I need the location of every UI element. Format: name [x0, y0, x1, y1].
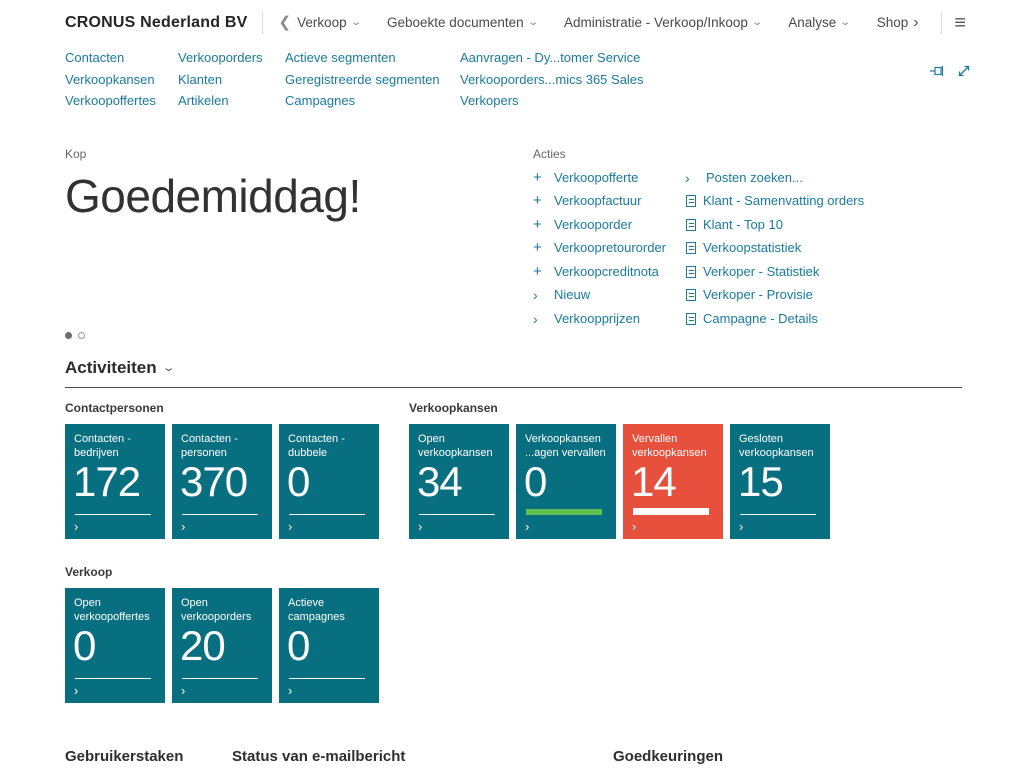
bottom-sections [65, 748, 962, 768]
chevron-down-icon: ⌄ [161, 362, 176, 374]
section-title[interactable]: Status van e-mailbericht [232, 747, 406, 765]
nav-menu-label: Analyse [788, 15, 837, 30]
subnav-link-verkooporders[interactable]: Verkooporders [178, 50, 263, 65]
action-verkoopfactuur[interactable] [533, 194, 685, 208]
action-verkoopprijzen[interactable] [533, 312, 685, 326]
cue-group-title: Verkoopkansen [409, 400, 498, 415]
subnav-link-contacten[interactable]: Contacten [65, 50, 125, 65]
subnav-link-aanvragen-dynamics[interactable]: Aanvragen - Dy...tomer Service [460, 50, 641, 65]
plus-icon: + [533, 215, 542, 233]
cue-tile-bar [75, 514, 151, 515]
section-divider [65, 387, 962, 388]
cue-tile-bar [182, 678, 258, 679]
cue-tile-value: 20 [180, 621, 225, 669]
activities-title: Activiteiten [65, 357, 157, 377]
action-label: Campagne - Details [703, 310, 818, 326]
subnav-column-2 [178, 51, 285, 109]
cue-row-2 [65, 565, 962, 703]
action-label: Verkoopcreditnota [554, 263, 659, 279]
cue-tile-open-verkoopkansen[interactable] [409, 424, 509, 539]
cue-tile-bar [289, 514, 365, 515]
page-dot-2[interactable] [78, 332, 85, 339]
cue-tile-value: 14 [631, 457, 676, 505]
cue-tile-bar [740, 514, 816, 515]
cue-group-title: Verkoop [65, 564, 113, 579]
chevron-down-icon: ⌄ [526, 16, 539, 28]
cue-tile-label: Open verkoopoffertes [74, 596, 150, 623]
action-verkoopcreditnota[interactable] [533, 262, 685, 280]
cue-tile-open-verkoopoffertes[interactable] [65, 588, 165, 703]
action-label: Verkoopfactuur [554, 193, 642, 208]
cue-tile-label: Contacten - bedrijven [74, 432, 131, 459]
nav-menu-label: Administratie - Verkoop/Inkoop [564, 15, 748, 30]
top-bar [0, 0, 1024, 45]
plus-icon: + [533, 262, 542, 280]
pin-icon[interactable] [929, 63, 945, 79]
sub-navigation [0, 45, 1024, 121]
page-title: Goedemiddag! [65, 169, 361, 222]
actions-column-1 [533, 168, 685, 327]
cue-tile-label: Actieve campagnes [288, 596, 345, 623]
chevron-down-icon: ⌄ [751, 16, 763, 28]
section-gebruikerstaken [65, 748, 196, 768]
nav-menu-item-verkoop[interactable] [279, 15, 361, 30]
subnav-column-3 [285, 51, 460, 109]
section-title[interactable]: Gebruikerstaken [65, 747, 184, 765]
tile-chevron-icon: › [74, 518, 79, 534]
subnav-link-artikelen[interactable]: Artikelen [178, 93, 229, 108]
action-verkoper-provisie[interactable] [685, 288, 864, 302]
subnav-column-1 [65, 51, 178, 109]
forward-chevron-icon[interactable]: › [913, 14, 919, 31]
chevron-right-icon: › [533, 310, 538, 327]
cue-tile-value: 0 [73, 621, 96, 669]
subnav-link-klanten[interactable]: Klanten [178, 71, 223, 87]
action-verkoper-statistiek[interactable] [685, 265, 864, 279]
tile-chevron-icon: › [288, 518, 293, 534]
cue-group-verkoop [65, 565, 379, 703]
chevron-down-icon: ⌄ [839, 16, 852, 28]
actions-panel [533, 147, 962, 326]
action-klant-top-10[interactable] [685, 218, 864, 232]
action-verkoopofferte[interactable] [533, 168, 685, 186]
cue-tile-verkoopkansen-vervallen-binnenkort[interactable] [516, 424, 616, 539]
chevron-right-icon: › [533, 287, 538, 303]
header-band [65, 147, 962, 326]
cue-tile-label: Gesloten verkoopkansen [739, 432, 814, 459]
tile-chevron-icon: › [525, 518, 530, 534]
action-posten-zoeken[interactable] [685, 171, 864, 185]
topbar-divider [941, 12, 942, 34]
nav-menu-label: Verkoop [297, 15, 347, 30]
action-campagne-details[interactable] [685, 312, 864, 326]
subnav-link-verkoopoffertes[interactable]: Verkoopoffertes [65, 93, 156, 108]
cue-tile-value: 0 [524, 457, 547, 505]
cue-tile-contacten-personen[interactable] [172, 424, 272, 539]
plus-icon: + [533, 168, 542, 186]
tile-chevron-icon: › [181, 682, 186, 698]
nav-menu-item-shop[interactable] [877, 15, 919, 31]
report-icon [686, 219, 696, 231]
menu-icon[interactable]: ≡ [954, 11, 966, 34]
cue-tile-bar [289, 678, 365, 679]
greeting-block [65, 147, 533, 326]
cue-tile-label: Contacten - personen [181, 432, 238, 459]
tile-chevron-icon: › [181, 518, 186, 534]
report-icon [686, 289, 696, 301]
action-label: Verkooporder [554, 216, 633, 232]
company-name: CRONUS Nederland BV [65, 13, 248, 31]
report-icon [686, 313, 696, 325]
cue-group-title: Contactpersonen [65, 400, 164, 415]
cue-tile-label: Verkoopkansen ...agen vervallen [525, 432, 606, 459]
tile-chevron-icon: › [74, 682, 79, 698]
plus-icon: + [533, 239, 542, 256]
subnav-link-verkooporders-dynamics[interactable]: Verkooporders...mics 365 Sales [460, 71, 644, 87]
action-label: Nieuw [554, 287, 591, 302]
action-klant-samenvatting-orders[interactable] [685, 194, 864, 208]
action-label: Verkoopprijzen [554, 310, 640, 326]
tile-chevron-icon: › [739, 518, 744, 534]
chevron-down-icon: ⌄ [349, 16, 362, 28]
cue-tile-label: Vervallen verkoopkansen [632, 432, 707, 459]
action-nieuw[interactable] [533, 288, 685, 302]
action-label: Posten zoeken... [706, 169, 803, 185]
cue-tile-label: Open verkoopkansen [418, 432, 493, 459]
cue-tile-bar [182, 514, 258, 515]
action-label: Verkoopstatistiek [703, 240, 802, 255]
nav-menu-label: Geboekte documenten [387, 15, 524, 30]
subnav-link-verkoopkansen[interactable]: Verkoopkansen [65, 71, 155, 87]
nav-menu-label: Shop [876, 15, 909, 30]
cue-tile-bar-green [526, 509, 602, 515]
tile-chevron-icon: › [632, 518, 637, 534]
action-label: Klant - Top 10 [703, 216, 783, 232]
topbar-divider [262, 12, 263, 34]
action-label: Verkoopofferte [554, 169, 639, 185]
nav-menu-item-analyse[interactable] [788, 15, 852, 30]
cue-tile-contacten-dubbele[interactable] [279, 424, 379, 539]
cue-tile-vervallen-verkoopkansen[interactable] [623, 424, 723, 539]
tile-chevron-icon: › [418, 518, 423, 534]
expand-icon[interactable] [956, 63, 972, 79]
report-icon [686, 195, 696, 207]
action-verkoopstatistiek[interactable] [685, 241, 864, 255]
section-goedkeuringen [613, 748, 856, 768]
cue-group-verkoopkansen [409, 401, 830, 539]
action-verkooporder[interactable] [533, 215, 685, 233]
cue-tile-value: 172 [73, 457, 141, 505]
report-icon [686, 266, 696, 278]
activities-section-header[interactable] [65, 358, 962, 378]
cue-tile-bar-white [633, 508, 709, 515]
action-label: Verkoopretourorder [554, 240, 667, 255]
action-label: Verkoper - Statistiek [703, 263, 820, 279]
back-chevron-icon[interactable]: ❮ [278, 14, 292, 31]
cue-tile-bar [419, 514, 495, 515]
page-dot-1[interactable] [65, 332, 72, 339]
nav-menu [279, 15, 942, 31]
cue-tile-gesloten-verkoopkansen[interactable] [730, 424, 830, 539]
subnav-column-4 [460, 51, 644, 109]
cue-row-1 [65, 401, 962, 539]
nav-menu-item-geboekte-documenten[interactable] [387, 15, 537, 30]
cue-tile-bar [75, 678, 151, 679]
subnav-link-campagnes[interactable]: Campagnes [285, 93, 356, 108]
cue-tile-contacten-bedrijven[interactable] [65, 424, 165, 539]
cue-tile-open-verkooporders[interactable] [172, 588, 272, 703]
subnav-link-actieve-segmenten[interactable]: Actieve segmenten [285, 50, 396, 65]
subnav-link-verkopers[interactable]: Verkopers [460, 93, 519, 108]
subnav-link-geregistreerde-segmenten[interactable]: Geregistreerde segmenten [285, 71, 440, 87]
main-content [0, 147, 1024, 768]
cue-tile-value: 0 [287, 457, 310, 505]
tile-chevron-icon: › [288, 682, 293, 698]
plus-icon: + [533, 192, 542, 209]
action-label: Klant - Samenvatting orders [703, 193, 865, 208]
cue-tile-value: 370 [180, 457, 248, 505]
section-title[interactable]: Goedkeuringen [613, 747, 724, 765]
report-icon [686, 242, 696, 254]
action-verkoopretourorder[interactable] [533, 241, 685, 255]
cue-group-contactpersonen [65, 401, 379, 539]
action-label: Verkoper - Provisie [703, 287, 813, 302]
cue-tile-value: 15 [738, 457, 783, 505]
kop-label: Kop [65, 146, 87, 161]
section-status-emailbericht [232, 748, 580, 768]
cue-tile-label: Contacten - dubbele [288, 432, 345, 459]
cue-tile-value: 34 [417, 457, 462, 505]
page-indicator [65, 332, 962, 339]
actions-column-2 [685, 171, 864, 326]
cue-tile-actieve-campagnes[interactable] [279, 588, 379, 703]
subnav-tools [929, 63, 972, 79]
nav-menu-item-administratie[interactable] [564, 15, 761, 30]
chevron-right-icon: › [685, 169, 690, 186]
cue-tile-value: 0 [287, 621, 310, 669]
actions-title: Acties [533, 146, 566, 161]
cue-tile-label: Open verkooporders [181, 596, 252, 623]
